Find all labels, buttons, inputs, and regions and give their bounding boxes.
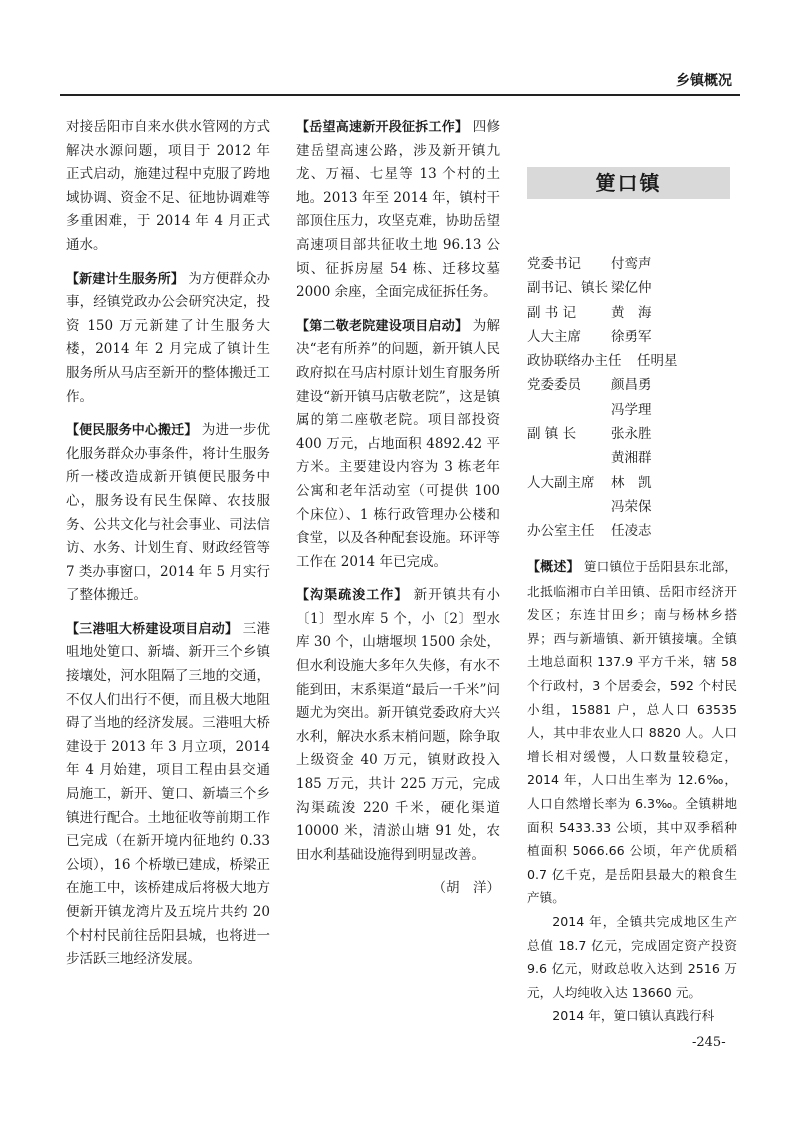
overview-text: 筻口镇位于岳阳县东北部，北抵临湘市白羊田镇、岳阳市经济开发区；东连甘田乡；南与杨林乡搭界；西与新墙镇、新开镇接壤。全镇土地总面积 137.9 平方千米，辖 58 个行政村，3 个居委会，592 个村民小组，15881 户，总人口 63535 人，其中非农业人口 8820 人。人口增长相对缓慢，人口数量较稳定，2014 年，人口出生率为 12.6‰，人口自然增长率为 6.3‰。全镇耕地面积 5433.33 公顷，其中双季稻种植面积 5066.66 公顷，年产优质稻 0.7 亿千克，是岳阳县最大的粮食生产镇。 bbox=[527, 559, 737, 906]
official-row bbox=[527, 252, 737, 276]
official-row bbox=[527, 373, 737, 422]
item-text: 为解决“老有所养”的问题，新开镇人民政府拟在马店村原计划生育服务所建设“新开镇马店敬老院”，这是镇属的第二座敬老院。项目部投资 400 万元，占地面积 4892.42 平方米。主要建设内容为 3 栋老年公寓和老年活动室（可提供 100 个床位）、1 栋行政管理办公楼和食堂，以及各种配套设施。环评等工作在 2014 年已完成。 bbox=[296, 317, 500, 570]
official-name: 黄湘群 bbox=[611, 450, 652, 467]
item-text: 新开镇共有小〔1〕型水库 5 个，小〔2〕型水库 30 个，山塘堰坝 1500 余处，但水利设施大多年久失修，有水不能到田，末系渠道“最后一千米”问题尤为突出。新开镇党委政府大兴水利，解决水系末梢问题，除争取上级资金 40 万元，镇财政投入 185 万元，共计 225 万元，完成沟渠疏浚 220 千米，硬化渠道 10000 米，清淤山塘 91 处，农田水利基础设施得到明显改善。 bbox=[296, 587, 500, 863]
item-text: 四修建岳望高速公路，涉及新开镇九龙、万福、七星等 13 个村的土地。2013 年至 2014 年，镇村干部顶住压力，攻坚克难，协助岳望高速项目部共征收土地 96.13 公顷、征拆房屋 54 栋、迁移坟墓 2000 余座，全面完成征拆任务。 bbox=[296, 119, 500, 301]
official-role: 党委书记 bbox=[527, 256, 581, 272]
official-role: 副 镇 长 bbox=[527, 426, 577, 443]
official-role: 人大主席 bbox=[527, 328, 581, 345]
item-paragraph bbox=[66, 268, 270, 410]
column-1 bbox=[66, 116, 270, 972]
continuation-paragraph: 2014 年，筻口镇认真践行科 bbox=[552, 1008, 715, 1024]
official-row bbox=[527, 422, 737, 471]
official-role: 办公室主任 bbox=[527, 523, 595, 540]
official-name: 张永胜 bbox=[611, 426, 652, 443]
overview-paragraph bbox=[527, 555, 737, 910]
section-title: 乡镇概况 bbox=[676, 73, 732, 89]
item-title: 【沟渠疏浚工作】 bbox=[296, 588, 409, 604]
official-name: 冯荣保 bbox=[611, 498, 652, 515]
official-name: 颜昌勇 bbox=[611, 377, 652, 394]
overview-title: 【概述】 bbox=[527, 560, 580, 575]
item-paragraph bbox=[66, 618, 270, 972]
official-role: 政协联络办主任 bbox=[527, 353, 622, 370]
item-text: 为进一步优化服务群众办事条件，将计生服务所一楼改造成新开镇便民服务中心，服务设有民生保障、农技服务、公共文化与社会事业、司法信访、水务、计划生育、财政经管等 7 类办事窗口，2014 年 5 月实行了整体搬迁。 bbox=[66, 422, 270, 604]
item-paragraph bbox=[296, 315, 500, 575]
official-name: 任明星 bbox=[637, 353, 678, 370]
official-row bbox=[527, 325, 737, 349]
official-row bbox=[527, 301, 737, 325]
item-paragraph bbox=[66, 419, 270, 608]
item-title: 【便民服务中心搬迁】 bbox=[66, 423, 198, 439]
item-paragraph bbox=[296, 116, 500, 305]
item-title: 【新建计生服务所】 bbox=[66, 271, 185, 287]
item-text: 三港咀地处筻口、新墙、新开三个乡镇接壤处，河水阻隔了三地的交通，不仅人们出行不便，而且极大地阻碍了当地的经济发展。三港咀大桥建设于 2013 年 3 月立项，2014 年 4 月始建，项目工程由县交通局施工，新开、筻口、新墙三个乡镇进行配合。土地征收等前期工作已完成（在新开境内征地约 0.33 公顷），16 个桥墩已建成，桥梁正在施工中，该桥建成后将极大地方便新开镇龙湾片及五垸片共约 20 个村村民前往岳阳县城，也将进一步活跃三地经济发展。 bbox=[66, 620, 270, 968]
official-row bbox=[527, 349, 737, 373]
header-rule bbox=[60, 94, 740, 96]
item-text: 为方便群众办事，经镇党政办公会研究决定，投资 150 万元新建了计生服务大楼，2014 年 2 月完成了镇计生服务所从马店至新开的整体搬迁工作。 bbox=[66, 270, 270, 405]
column-2 bbox=[296, 116, 500, 901]
overview-section bbox=[527, 555, 737, 1028]
item-title: 【岳望高速新开段征拆工作】 bbox=[296, 120, 469, 135]
item-title: 【三港咀大桥建设项目启动】 bbox=[66, 621, 239, 637]
official-name: 林 凯 bbox=[611, 474, 652, 491]
officials-list bbox=[527, 252, 737, 544]
economy-paragraph: 2014 年，全镇共完成地区生产总值 18.7 亿元，完成固定资产投资 9.6 亿元，财政总收入达到 2516 万元，人均纯收入达 13660 元。 bbox=[527, 913, 737, 1000]
official-name: 冯学理 bbox=[611, 401, 652, 418]
author: （胡 洋） bbox=[432, 880, 500, 897]
official-name: 任凌志 bbox=[611, 523, 652, 540]
official-role: 副 书 记 bbox=[527, 304, 577, 321]
official-role: 副书记、镇长 bbox=[527, 280, 608, 297]
official-row bbox=[527, 519, 737, 543]
town-title: 筻口镇 bbox=[527, 167, 730, 199]
official-name: 黄 海 bbox=[611, 304, 652, 321]
official-row bbox=[527, 471, 737, 520]
official-role: 党委委员 bbox=[527, 377, 581, 394]
official-name: 付鸾声 bbox=[611, 256, 652, 272]
official-name: 徐勇军 bbox=[611, 328, 652, 345]
continuation-paragraph: 对接岳阳市自来水供水管网的方式解决水源问题，项目于 2012 年正式启动，施建过程中克服了跨地域协调、资金不足、征地协调难等多重困难，于 2014 年 4 月正式通水。 bbox=[66, 119, 270, 253]
official-row bbox=[527, 276, 737, 300]
official-role: 人大副主席 bbox=[527, 474, 595, 491]
page-number: -245- bbox=[692, 1035, 726, 1050]
official-name: 梁亿仲 bbox=[611, 280, 652, 297]
item-title: 【第二敬老院建设项目启动】 bbox=[296, 318, 469, 334]
item-paragraph bbox=[296, 584, 500, 867]
